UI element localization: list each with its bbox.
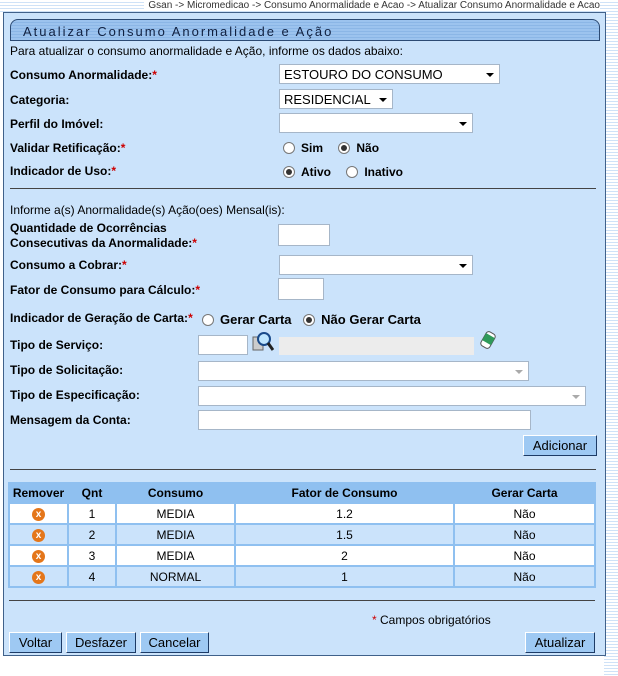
perfil-select[interactable]: [279, 113, 473, 133]
tipo-especificacao-label: Tipo de Especificação:: [10, 388, 140, 402]
page-title: Atualizar Consumo Anormalidade e Ação: [10, 19, 600, 41]
required-note: Campos obrigatórios: [380, 613, 491, 627]
cell-gerar-carta: Não: [455, 504, 594, 523]
voltar-button[interactable]: Voltar: [9, 632, 62, 653]
ativo-label: Ativo: [301, 165, 331, 179]
table-row: [10, 546, 594, 565]
gerar-carta-label: Gerar Carta: [220, 312, 292, 327]
required-mark: *: [372, 613, 377, 627]
col-fator: Fator de Consumo: [236, 484, 453, 502]
cell-gerar-carta: Não: [455, 546, 594, 565]
consumo-anormalidade-select[interactable]: ESTOURO DO CONSUMO: [279, 64, 500, 84]
cell-gerar-carta: Não: [455, 525, 594, 544]
quantidade-label-1: Quantidade de Ocorrências: [10, 221, 167, 235]
required-mark: *: [122, 258, 127, 272]
col-remover: Remover: [10, 484, 67, 502]
quantidade-input[interactable]: [278, 224, 330, 246]
remove-icon[interactable]: x: [32, 529, 45, 542]
search-icon[interactable]: [252, 331, 274, 353]
geracao-carta-label: Indicador de Geração de Carta:: [10, 311, 189, 325]
perfil-label: Perfil do Imóvel:: [10, 117, 104, 131]
breadcrumb: Gsan -> Micromedicao -> Consumo Anormalidade e Acao -> Atualizar Consumo Anormalidade e Acao: [144, 0, 600, 11]
cell-fator: 2: [236, 546, 453, 565]
remove-icon[interactable]: x: [32, 550, 45, 563]
quantidade-label-2: Consecutivas da Anormalidade:: [10, 236, 193, 250]
cell-fator: 1: [236, 567, 453, 586]
ativo-radio[interactable]: [283, 166, 295, 178]
divider: [9, 600, 595, 601]
consumo-cobrar-select[interactable]: [279, 255, 473, 275]
required-mark: *: [111, 164, 117, 178]
nao-gerar-carta-label: Não Gerar Carta: [321, 312, 421, 327]
tipo-solicitacao-label: Tipo de Solicitação:: [10, 363, 124, 377]
indicador-uso-label: Indicador de Uso:: [10, 164, 112, 178]
table-row: [10, 504, 594, 523]
cancelar-button[interactable]: Cancelar: [140, 632, 209, 653]
gerar-carta-radio[interactable]: [202, 314, 214, 326]
inativo-radio[interactable]: [346, 166, 358, 178]
tipo-servico-description: [279, 337, 474, 355]
col-gerar-carta: Gerar Carta: [455, 484, 594, 502]
table-row: [10, 525, 594, 544]
tipo-servico-input[interactable]: [198, 335, 248, 355]
cell-fator: 1.2: [236, 504, 453, 523]
section2-text: Informe a(s) Anormalidade(s) Ação(oes) Mensal(is):: [10, 203, 285, 217]
cell-consumo: MEDIA: [117, 525, 234, 544]
table-row: [10, 567, 594, 586]
cell-consumo: MEDIA: [117, 546, 234, 565]
categoria-select[interactable]: RESIDENCIAL: [279, 89, 393, 109]
cell-qnt: 4: [69, 567, 115, 586]
decor-stripes-right: [604, 0, 618, 676]
validar-sim-label: Sim: [301, 141, 324, 155]
validar-sim-radio[interactable]: [283, 142, 295, 154]
cell-qnt: 2: [69, 525, 115, 544]
cell-fator: 1.5: [236, 525, 453, 544]
fator-input[interactable]: [278, 278, 324, 300]
required-mark: *: [152, 68, 157, 82]
tipo-especificacao-select[interactable]: [198, 386, 586, 406]
cell-consumo: MEDIA: [117, 504, 234, 523]
remove-icon[interactable]: x: [32, 508, 45, 521]
col-consumo: Consumo: [117, 484, 234, 502]
divider: [10, 188, 596, 189]
desfazer-button[interactable]: Desfazer: [66, 632, 136, 653]
mensagem-label: Mensagem da Conta:: [10, 413, 131, 427]
cell-consumo: NORMAL: [117, 567, 234, 586]
consumo-cobrar-label: Consumo a Cobrar:: [10, 258, 123, 272]
eraser-icon[interactable]: [480, 330, 496, 350]
intro-text: Para atualizar o consumo anormalidade e Ação, informe os dados abaixo:: [10, 44, 403, 58]
required-mark: *: [120, 141, 126, 155]
nao-gerar-carta-radio[interactable]: [303, 314, 315, 326]
tipo-servico-label: Tipo de Serviço:: [10, 338, 104, 352]
divider: [10, 469, 596, 470]
required-mark: *: [192, 236, 197, 250]
categoria-label: Categoria:: [10, 93, 70, 107]
acoes-table: [8, 482, 596, 588]
validar-nao-radio[interactable]: [338, 142, 350, 154]
required-mark: *: [188, 311, 193, 325]
consumo-anormalidade-label: Consumo Anormalidade:: [10, 68, 153, 82]
validar-nao-label: Não: [356, 141, 380, 155]
inativo-label: Inativo: [364, 165, 404, 179]
col-qnt: Qnt: [69, 484, 115, 502]
validar-label: Validar Retificação:: [10, 141, 121, 155]
required-mark: *: [195, 283, 201, 297]
fator-label: Fator de Consumo para Cálculo:: [10, 283, 196, 297]
cell-gerar-carta: Não: [455, 567, 594, 586]
cell-qnt: 1: [69, 504, 115, 523]
atualizar-button[interactable]: Atualizar: [525, 632, 595, 653]
adicionar-button[interactable]: Adicionar: [523, 435, 597, 456]
tipo-solicitacao-select[interactable]: [198, 361, 529, 381]
mensagem-input[interactable]: [198, 410, 531, 430]
cell-qnt: 3: [69, 546, 115, 565]
remove-icon[interactable]: x: [32, 571, 45, 584]
